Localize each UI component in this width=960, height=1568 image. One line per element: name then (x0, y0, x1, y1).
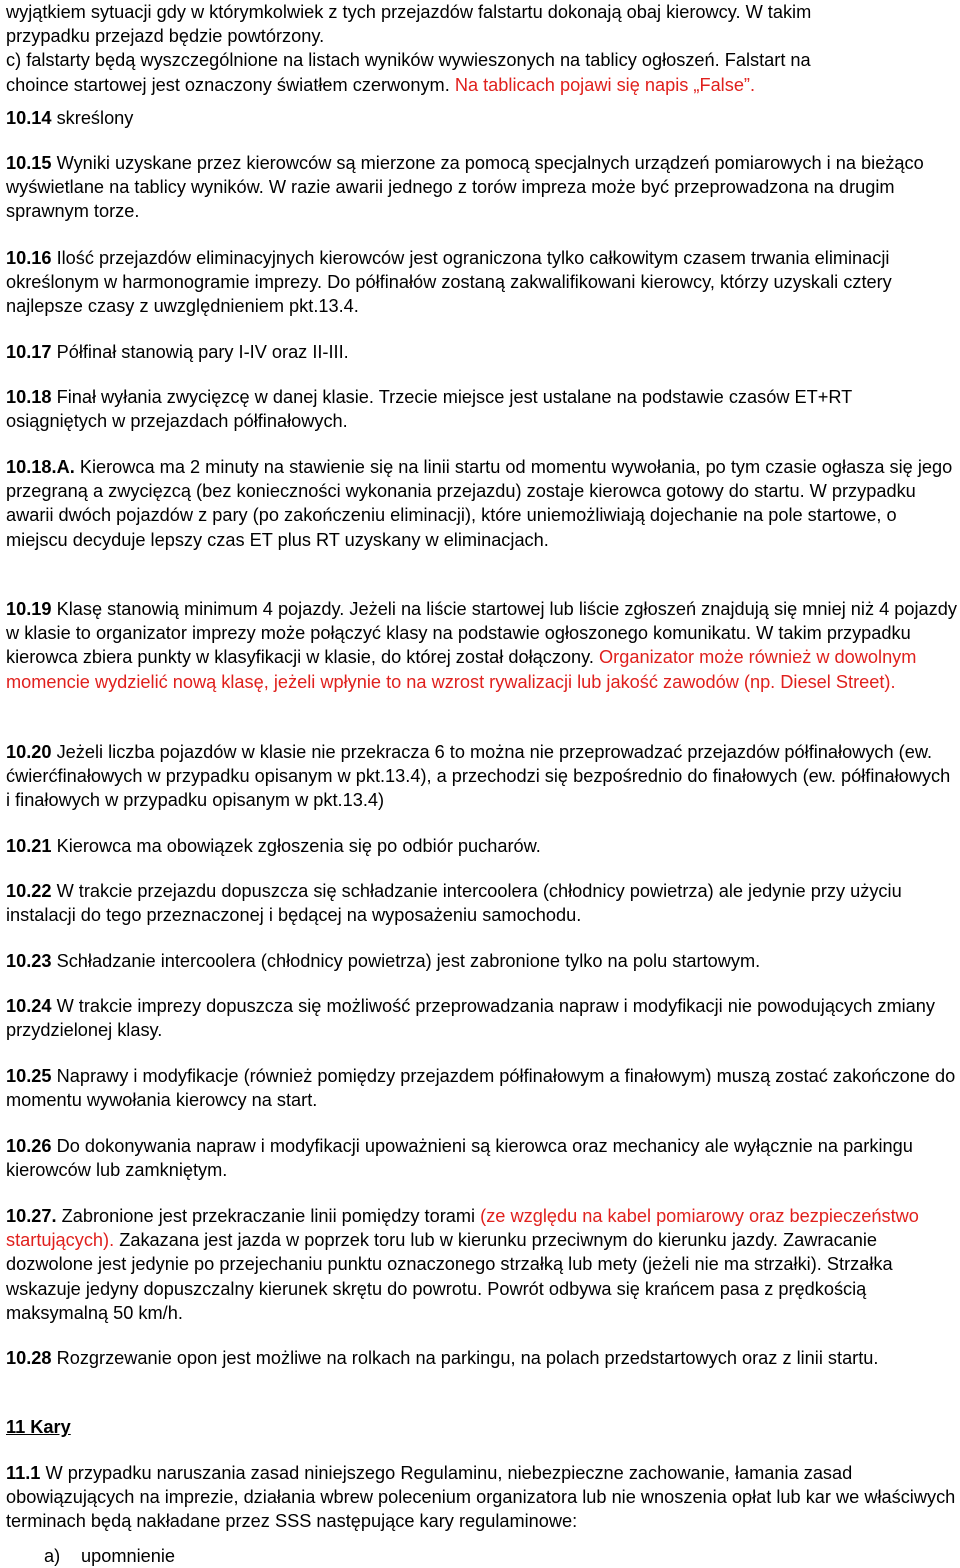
section-text: Rozgrzewanie opon jest możliwe na rolkach na parkingu, na polach przedstartowych oraz z linii startu. (56, 1348, 879, 1368)
paragraph-text: c) falstarty będą wyszczególnione na listach wyników wywieszonych na tablicy ogłoszeń. Falstart na (6, 50, 811, 71)
section-number: 10.16 (6, 248, 52, 268)
section-number: 10.24 (6, 996, 52, 1016)
section-number: 10.18.A. (6, 457, 75, 477)
paragraph-text: wyjątkiem sytuacji gdy w którymkolwiek z tych przejazdów falstartu dokonają obaj kierowcy. W takim (6, 2, 812, 22)
section-10-24 (6, 994, 958, 1042)
section-number: 10.18 (6, 387, 52, 407)
section-10-26 (6, 1134, 958, 1182)
list-text: upomnienie (81, 1546, 176, 1566)
section-text: Schładzanie intercoolera (chłodnicy powietrza) jest zabronione tylko na polu startowym. (56, 951, 761, 971)
section-text: Półfinał stanowią pary I-IV oraz II-III. (56, 342, 349, 362)
section-number: 10.17 (6, 342, 52, 362)
section-10-22 (6, 879, 958, 927)
section-heading-11: 11 Kary (6, 1417, 71, 1437)
section-10-16 (6, 246, 958, 319)
section-text: Kierowca ma 2 minuty na stawienie się na linii startu od momentu wywołania, po tym czasie ogłasza się jego przegraną a zwycięzcą (bez konieczności wykonania przejazdu) zostaje kierowca gotowy do startu. W przypadku awarii dwóch pojazdów z pary (po zakończeniu eliminacji), które uniemożliwiają dojechanie na pole startowe, o miejscu decyduje lepszy czas ET plus RT uzyskany w eliminacjach. (6, 457, 953, 550)
section-text: skreślony (56, 108, 134, 128)
section-11-1 (6, 1461, 958, 1534)
section-number: 10.28 (6, 1348, 52, 1368)
section-text: Jeżeli liczba pojazdów w klasie nie przekracza 6 to można nie przeprowadzać przejazdów półfinałowych (ew. ćwierćfinałowych w przypadku opisanym w pkt.13.4), a przechodzi się bezpośrednio do finałowych (ew. półfinałowych i finałowych w przypadku opisanym w pkt.13.4) (6, 742, 951, 811)
section-text: W przypadku naruszania zasad niniejszego Regulaminu, niebezpieczne zachowanie, łamania zasad obowiązujących na imprezie, działania wbrew polecenium organizatora lub nie wnoszenia opłat lub kar we właściwych terminach będą nakładane przez SSS następujące kary regulaminowe: (6, 1463, 956, 1532)
section-number: 10.15 (6, 153, 52, 173)
paragraph-text: choince startowej jest oznaczony światłem czerwonym. (6, 74, 450, 95)
section-number: 10.26 (6, 1136, 52, 1156)
section-10-18 (6, 385, 958, 433)
section-text: Finał wyłania zwycięzcę w danej klasie. Trzecie miejsce jest ustalane na podstawie czasów ET+RT osiągniętych w przejazdach półfinałowych. (6, 387, 852, 432)
paragraph-falstart (6, 0, 958, 97)
section-number: 10.20 (6, 742, 52, 762)
section-text: Wyniki uzyskane przez kierowców są mierzone za pomocą specjalnych urządzeń pomiarowych i na bieżąco wyświetlane na tablicy wyników. W razie awarii jednego z torów impreza może być przeprowadzona na drugim sprawnym torze. (6, 153, 924, 222)
section-text: Do dokonywania napraw i modyfikacji upoważnieni są kierowca oraz mechanicy ale wyłącznie na parkingu kierowców lub zamkniętym. (6, 1136, 913, 1181)
section-10-27 (6, 1204, 958, 1325)
section-number: 10.23 (6, 951, 52, 971)
section-text: Klasę stanowią minimum 4 pojazdy. Jeżeli na liście startowej lub liście zgłoszeń znajdują się mniej niż 4 pojazdy w klasie to organizator imprezy może połączyć klasy na podstawie ogłoszonego komunikatu. W takim przypadku kierowca zbiera punkty w klasyfikacji w klasie, do której został dołączony. (6, 599, 957, 668)
section-10-21 (6, 834, 958, 858)
section-10-23 (6, 949, 958, 973)
section-10-28 (6, 1346, 958, 1370)
list-label: a) (44, 1546, 61, 1566)
section-10-20 (6, 740, 958, 813)
section-number: 10.14 (6, 108, 52, 128)
highlighted-text: Na tablicach pojawi się napis „False”. (454, 74, 756, 95)
section-text: Naprawy i modyfikacje (również pomiędzy przejazdem półfinałowym a finałowym) muszą zostać zakończone do momentu wywołania kierowcy na start. (6, 1066, 956, 1111)
section-10-17 (6, 340, 958, 364)
section-text: W trakcie przejazdu dopuszcza się schładzanie intercoolera (chłodnicy powietrza) ale jedynie przy użyciu instalacji do tego przeznaczonej i będącej na wyposażeniu samochodu. (6, 881, 902, 926)
highlighted-text: Organizator może również w dowolnym momencie wydzielić nową klasę, jeżeli wpłynie to na wzrost rywalizacji lub jakość zawodów (np. Diesel Street). (6, 647, 917, 692)
section-number: 10.27. (6, 1206, 57, 1226)
section-10-14 (6, 106, 958, 130)
section-10-18-a (6, 455, 958, 552)
section-number: 11.1 (6, 1463, 41, 1483)
section-number: 10.25 (6, 1066, 52, 1086)
section-10-15 (6, 151, 958, 224)
section-10-19 (6, 597, 958, 694)
section-text: Kierowca ma obowiązek zgłoszenia się po odbiór pucharów. (56, 836, 541, 856)
section-text: Zakazana jest jazda w poprzek toru lub w kierunku przeciwnym do kierunku jazdy. Zawracanie dozwolone jest jedynie po przejechaniu punktu oznaczonego strzałką lub mety (jeżeli nie ma strzałki). Strzałka wskazuje jedyny dopuszczalny kierunek skrętu do powrotu. Powrót odbywa się krańcem pasa z prędkością maksymalną 50 km/h. (6, 1230, 893, 1323)
section-number: 10.22 (6, 881, 52, 901)
section-text: Ilość przejazdów eliminacyjnych kierowców jest ograniczona tylko całkowitym czasem trwania eliminacji określonym w harmonogramie imprezy. Do półfinałów zostaną zakwalifikowani kierowcy, którzy uzyskali cztery najlepsze czasy z uwzględnieniem pkt.13.4. (6, 248, 892, 317)
paragraph-text: przypadku przejazd będzie powtórzony. (6, 26, 325, 47)
section-text: W trakcie imprezy dopuszcza się możliwość przeprowadzania napraw i modyfikacji nie powodujących zmiany przydzielonej klasy. (6, 996, 935, 1041)
highlighted-text: (ze względu na kabel pomiarowy oraz bezpieczeństwo startujących). (6, 1206, 919, 1251)
section-10-25 (6, 1064, 958, 1112)
list-item (44, 1544, 175, 1568)
section-number: 10.21 (6, 836, 52, 856)
section-number: 10.19 (6, 599, 52, 619)
section-text: Zabronione jest przekraczanie linii pomiędzy torami (61, 1206, 476, 1226)
